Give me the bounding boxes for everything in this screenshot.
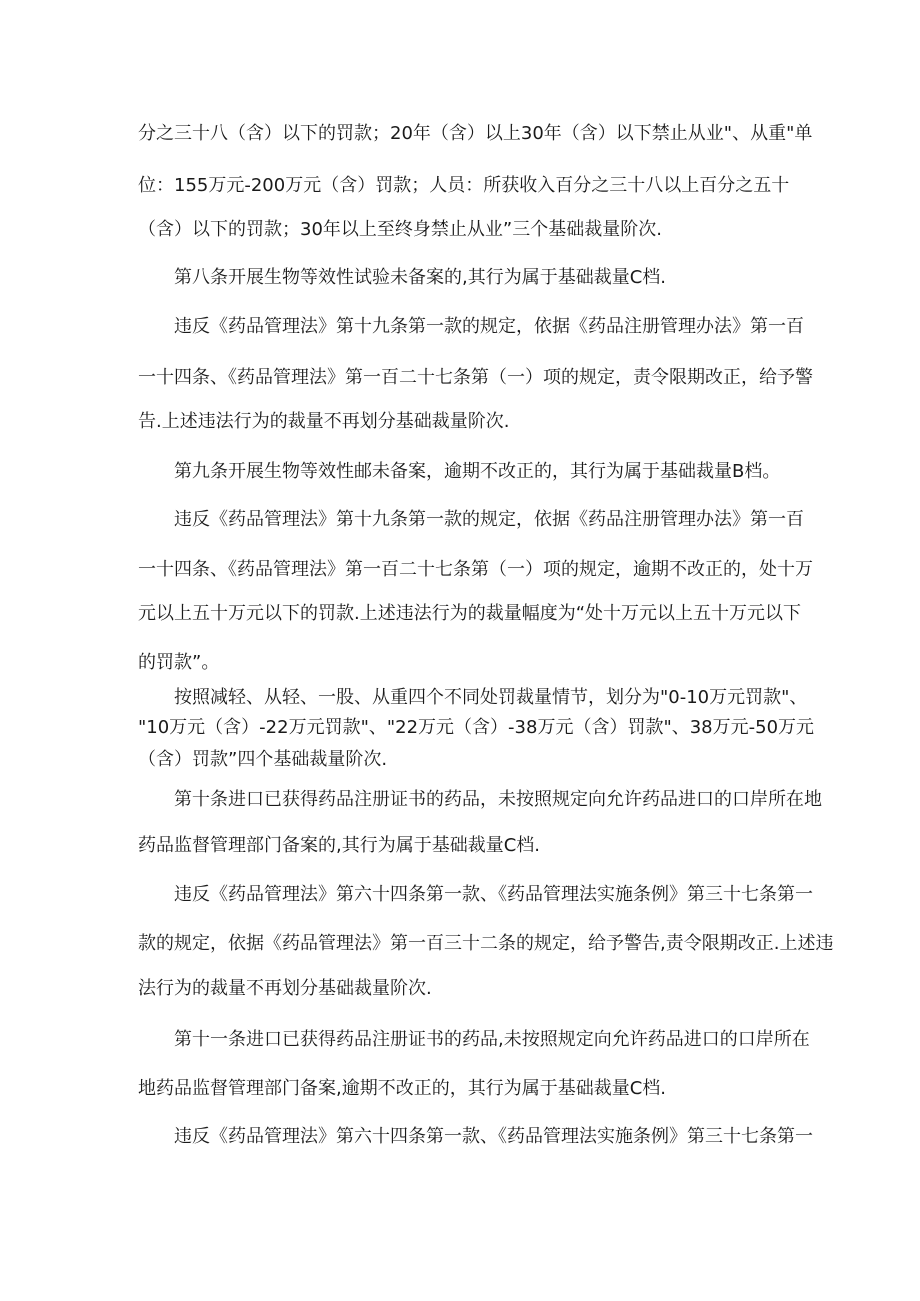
text-line: （含）以下的罚款；30年以上至终身禁止从业”三个基础裁量阶次.	[138, 219, 662, 240]
text-line: 位：155万元-200万元（含）罚款；人员：所获收入百分之三十八以上百分之五十	[138, 175, 790, 196]
article-9-heading: 第九条开展生物等效性邮未备案，逾期不改正的，其行为属于基础裁量B档。	[174, 461, 781, 482]
text-line: 地药品监督管理部门备案,逾期不改正的，其行为属于基础裁量C档.	[138, 1078, 667, 1099]
text-line: 分之三十八（含）以下的罚款；20年（含）以上30年（含）以下禁止从业"、从重"单	[138, 123, 813, 144]
text-line: 药品监督管理部门备案的,其行为属于基础裁量C档.	[138, 835, 541, 856]
text-line: 款的规定，依据《药品管理法》第一百三十二条的规定，给予警告,责令限期改正.上述违	[138, 933, 834, 954]
article-11-heading: 第十一条进口已获得药品注册证书的药品,未按照规定向允许药品进口的口岸所在	[174, 1029, 810, 1050]
text-line: 违反《药品管理法》第十九条第一款的规定，依据《药品注册管理办法》第一百	[174, 509, 804, 530]
text-line: 违反《药品管理法》第十九条第一款的规定，依据《药品注册管理办法》第一百	[174, 316, 804, 337]
text-line: 一十四条、《药品管理法》第一百二十七条第（一）项的规定，责令限期改正，给予警	[138, 367, 813, 388]
text-line: "10万元（含）-22万元罚款"、"22万元（含）-38万元（含）罚款"、38万元-50万元	[138, 717, 815, 738]
text-line: 违反《药品管理法》第六十四条第一款、《药品管理法实施条例》第三十七条第一	[174, 1126, 813, 1147]
article-10-heading: 第十条进口已获得药品注册证书的药品，未按照规定向允许药品进口的口岸所在地	[174, 789, 822, 810]
text-line: 按照减轻、从轻、一股、从重四个不同处罚裁量情节，划分为"0-10万元罚款"、	[174, 687, 808, 708]
text-line: （含）罚款”四个基础裁量阶次.	[138, 749, 388, 770]
text-line: 告.上述违法行为的裁量不再划分基础裁量阶次.	[138, 411, 510, 432]
article-8-heading: 第八条开展生物等效性试验未备案的,其行为属于基础裁量C档.	[174, 267, 667, 288]
text-line: 一十四条、《药品管理法》第一百二十七条第（一）项的规定，逾期不改正的，处十万	[138, 559, 813, 580]
text-line: 的罚款”。	[138, 652, 220, 673]
text-line: 元以上五十万元以下的罚款.上述违法行为的裁量幅度为“处十万元以上五十万元以下	[138, 603, 802, 624]
text-line: 法行为的裁量不再划分基础裁量阶次.	[138, 978, 432, 999]
text-line: 违反《药品管理法》第六十四条第一款、《药品管理法实施条例》第三十七条第一	[174, 884, 813, 905]
